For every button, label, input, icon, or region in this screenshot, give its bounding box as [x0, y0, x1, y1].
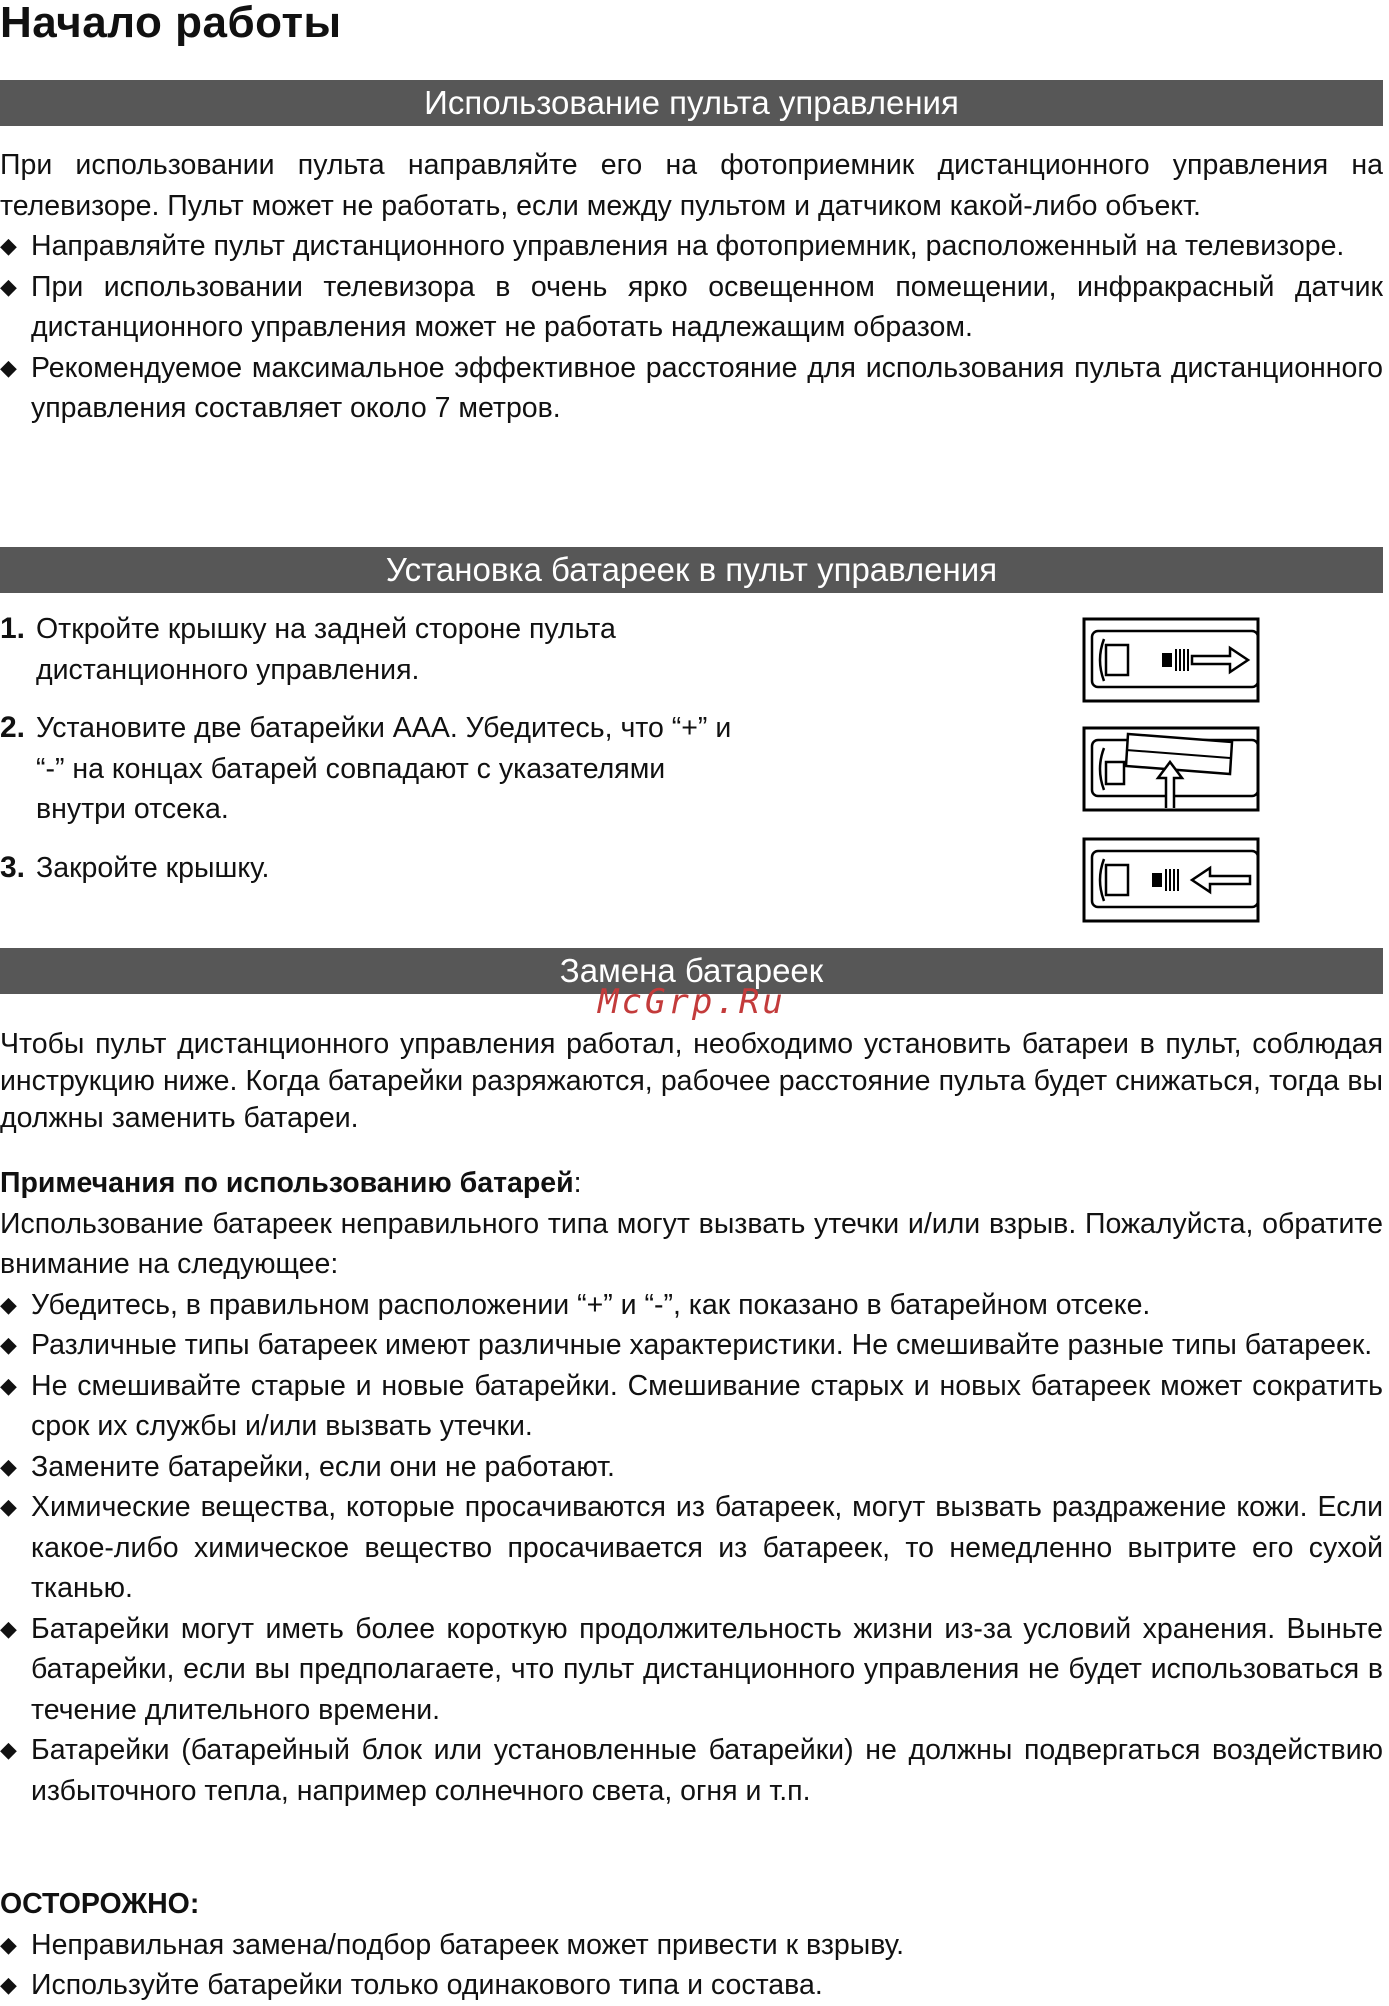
diamond-bullet-icon: ◆ [0, 233, 17, 258]
battery-replace-intro: Чтобы пульт дистанционного управления работал, необходимо установить батареи в пульт, соблюдая инструкцию ниже. Когда батарейки разряжаются, рабочее расстояние пульта будет снижаться, тогда вы должны заменить батареи. [0, 1028, 1383, 1134]
notes-bullet: ◆ Химические вещества, которые просачиваются из батареек, могут вызвать раздражение кожи. Если какое-либо химическое вещество просачивается из батареек, то немедленно вытрите его сухой тканью. [0, 1487, 1383, 1609]
battery-install-steps [0, 609, 900, 888]
notes-bullet: ◆ Батарейки могут иметь более короткую продолжительность жизни из-за условий хранения. Выньте батарейки, если вы предполагаете, что пульт дистанционного управления не будет использоваться в течение длительного времени. [0, 1609, 1383, 1731]
diamond-bullet-icon: ◆ [0, 1931, 17, 1957]
diamond-bullet-icon: ◆ [0, 1453, 17, 1479]
remote-usage-bullet: ◆ При использовании телевизора в очень ярко освещенном помещении, инфракрасный датчик дистанционного управления может не работать надлежащим образом. [0, 267, 1383, 348]
diamond-bullet-icon: ◆ [0, 354, 17, 380]
notes-heading: Примечания по использованию батарей: [0, 1167, 582, 1199]
section-header-remote-usage: Использование пульта управления [0, 80, 1383, 126]
page-title: Начало работы [0, 0, 342, 47]
notes-intro: Использование батареек неправильного типа могут вызвать утечки и/или взрыв. Пожалуйста, обратите внимание на следующее: [0, 1207, 1383, 1280]
caution-block [0, 1884, 1383, 2006]
notes-bullet: ◆ Убедитесь, в правильном расположении “+” и “-”, как показано в батарейном отсеке. [0, 1285, 1383, 1326]
battery-cover-close-arrow-left-icon [1082, 837, 1260, 923]
notes-bullet: ◆ Различные типы батареек имеют различные характеристики. Не смешивайте разные типы батареек. [0, 1325, 1383, 1366]
caution-bullet: ◆ Неправильная замена/подбор батареек может привести к взрыву. [0, 1925, 1383, 1966]
remote-usage-intro: При использовании пульта направляйте его на фотоприемник дистанционного управления на телевизоре. Пульт может не работать, если между пультом и датчиком какой-либо объект. [0, 149, 1383, 222]
diamond-bullet-icon: ◆ [0, 1372, 17, 1398]
install-step: 1. Откройте крышку на задней стороне пульта дистанционного управления. [0, 612, 616, 686]
battery-insert-arrow-up-icon [1082, 726, 1260, 812]
remote-usage-bullet: ◆ Рекомендуемое максимальное эффективное расстояние для использования пульта дистанционного управления составляет около 7 метров. [0, 348, 1383, 429]
diamond-bullet-icon: ◆ [0, 1737, 17, 1762]
section-header-battery-replace: Замена батареек [0, 948, 1383, 994]
diamond-bullet-icon: ◆ [0, 1972, 17, 1997]
diamond-bullet-icon: ◆ [0, 273, 17, 299]
install-step: 3. Закройте крышку. [0, 850, 270, 884]
diamond-bullet-icon: ◆ [0, 1615, 17, 1641]
remote-usage-bullet: ◆ Направляйте пульт дистанционного управления на фотоприемник, расположенный на телевизоре. [0, 226, 1383, 267]
battery-notes [0, 1163, 1383, 1811]
section-header-battery-install: Установка батареек в пульт управления [0, 547, 1383, 593]
diamond-bullet-icon: ◆ [0, 1332, 17, 1357]
notes-bullet: ◆ Замените батарейки, если они не работают. [0, 1447, 1383, 1488]
caution-heading: ОСТОРОЖНО: [0, 1888, 200, 1920]
watermark: McGrp.Ru [598, 982, 786, 1022]
caution-bullet: ◆ Используйте батарейки только одинакового типа и состава. [0, 1965, 1383, 2006]
diamond-bullet-icon: ◆ [0, 1291, 17, 1317]
notes-bullet: ◆ Не смешивайте старые и новые батарейки. Смешивание старых и новых батареек может сократить срок их службы и/или вызвать утечки. [0, 1366, 1383, 1447]
section-remote-usage-body [0, 145, 1383, 429]
notes-bullet: ◆ Батарейки (батарейный блок или установленные батарейки) не должны подвергаться воздействию избыточного тепла, например солнечного света, огня и т.п. [0, 1730, 1383, 1811]
install-step: 2. Установите две батарейки AAA. Убедитесь, что “+” и “-” на концах батарей совпадают с указателями внутри отсека. [0, 711, 732, 825]
diamond-bullet-icon: ◆ [0, 1494, 17, 1519]
battery-cover-open-arrow-right-icon [1082, 617, 1260, 703]
